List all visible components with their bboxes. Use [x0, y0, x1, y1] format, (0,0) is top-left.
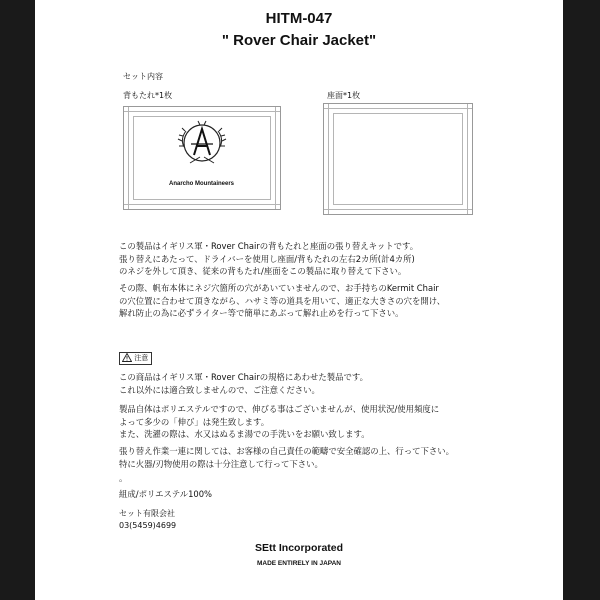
seam-line: [275, 107, 276, 209]
caution-line: また、洗濯の際は、水又はぬるま湯での手洗いをお願い致します。: [119, 429, 370, 439]
seam-line: [124, 111, 280, 112]
material-note: [119, 403, 439, 441]
warning-icon: [122, 353, 132, 362]
caution-line: 特に火器/刃物使用の際は十分注意して行って下さい。: [119, 458, 323, 469]
product-name: " Rover Chair Jacket": [221, 32, 377, 49]
caution-label: 注意: [134, 354, 149, 362]
compatibility-note: [119, 371, 368, 396]
instruction-sheet: [35, 0, 563, 600]
seam-line: [324, 209, 472, 210]
instruction-line: この製品はイギリス軍・Rover Chairの背もたれと座面の張り替えキットです。: [119, 241, 419, 251]
seam-line: [328, 104, 329, 214]
hole-instructions: [119, 282, 445, 320]
instruction-line: 張り替えにあたって、ドライバーを使用し座面/背もたれの左右2カ所(計4カ所): [119, 253, 415, 264]
product-code: HITM-047: [265, 10, 333, 27]
company-phone: 03(5459)4699: [119, 521, 177, 530]
caution-line: よって多少の「伸び」は発生致します。: [119, 416, 270, 427]
caution-line: 製品自体はポリエステルですので、伸びる事はございませんが、使用状況/使用頻度に: [119, 404, 440, 414]
company-name-en: SEtt Incorporated: [254, 542, 344, 554]
anarcho-mountaineers-logo-icon: [176, 117, 228, 169]
company-name-jp: セット有限会社: [119, 509, 175, 518]
instruction-line: のネジを外して頂き、従来の背もたれ/座面をこの製品に取り替えて下さい。: [119, 266, 407, 276]
seat-label: 座面*1枚: [327, 91, 361, 100]
stitch-line: [333, 113, 463, 205]
instruction-line: その際、帆布本体にネジ穴箇所の穴があいていませんので、お手持ちのKermit Chair: [119, 283, 439, 293]
seam-line: [467, 104, 468, 214]
composition: 組成/ポリエステル100%: [119, 489, 213, 499]
caution-badge: [119, 352, 152, 365]
seam-line: [124, 204, 280, 205]
caution-line: 張り替え作業一連に関しては、お客様の自己責任の範疇で安全確認の上、行って下さい。: [119, 446, 454, 456]
seat-panel-illustration: [323, 103, 473, 215]
backrest-panel-illustration: [123, 106, 281, 210]
logo-caption: Anarcho Mountaineers: [169, 181, 235, 187]
instruction-line: の穴位置に合わせて頂きながら、ハサミ等の道具を用いて、適正な大きさの穴を開け、: [119, 295, 446, 306]
made-in-japan: MADE ENTIRELY IN JAPAN: [256, 560, 342, 567]
caution-line: この商品はイギリス軍・Rover Chairの規格にあわせた製品です。: [119, 372, 368, 382]
seam-line: [324, 108, 472, 109]
seam-line: [128, 107, 129, 209]
safety-note: [119, 445, 454, 470]
instruction-line: 解れ防止の為に必ずライター等で簡単にあぶって解れ止めを行って下さい。: [119, 308, 404, 318]
bullet-mark: 。: [119, 473, 128, 483]
caution-line: これ以外には適合致しませんので、ご注意ください。: [119, 384, 320, 395]
set-contents-heading: セット内容: [123, 72, 163, 81]
installation-instructions: [119, 240, 418, 278]
backrest-label: 背もたれ*1枚: [123, 91, 173, 100]
